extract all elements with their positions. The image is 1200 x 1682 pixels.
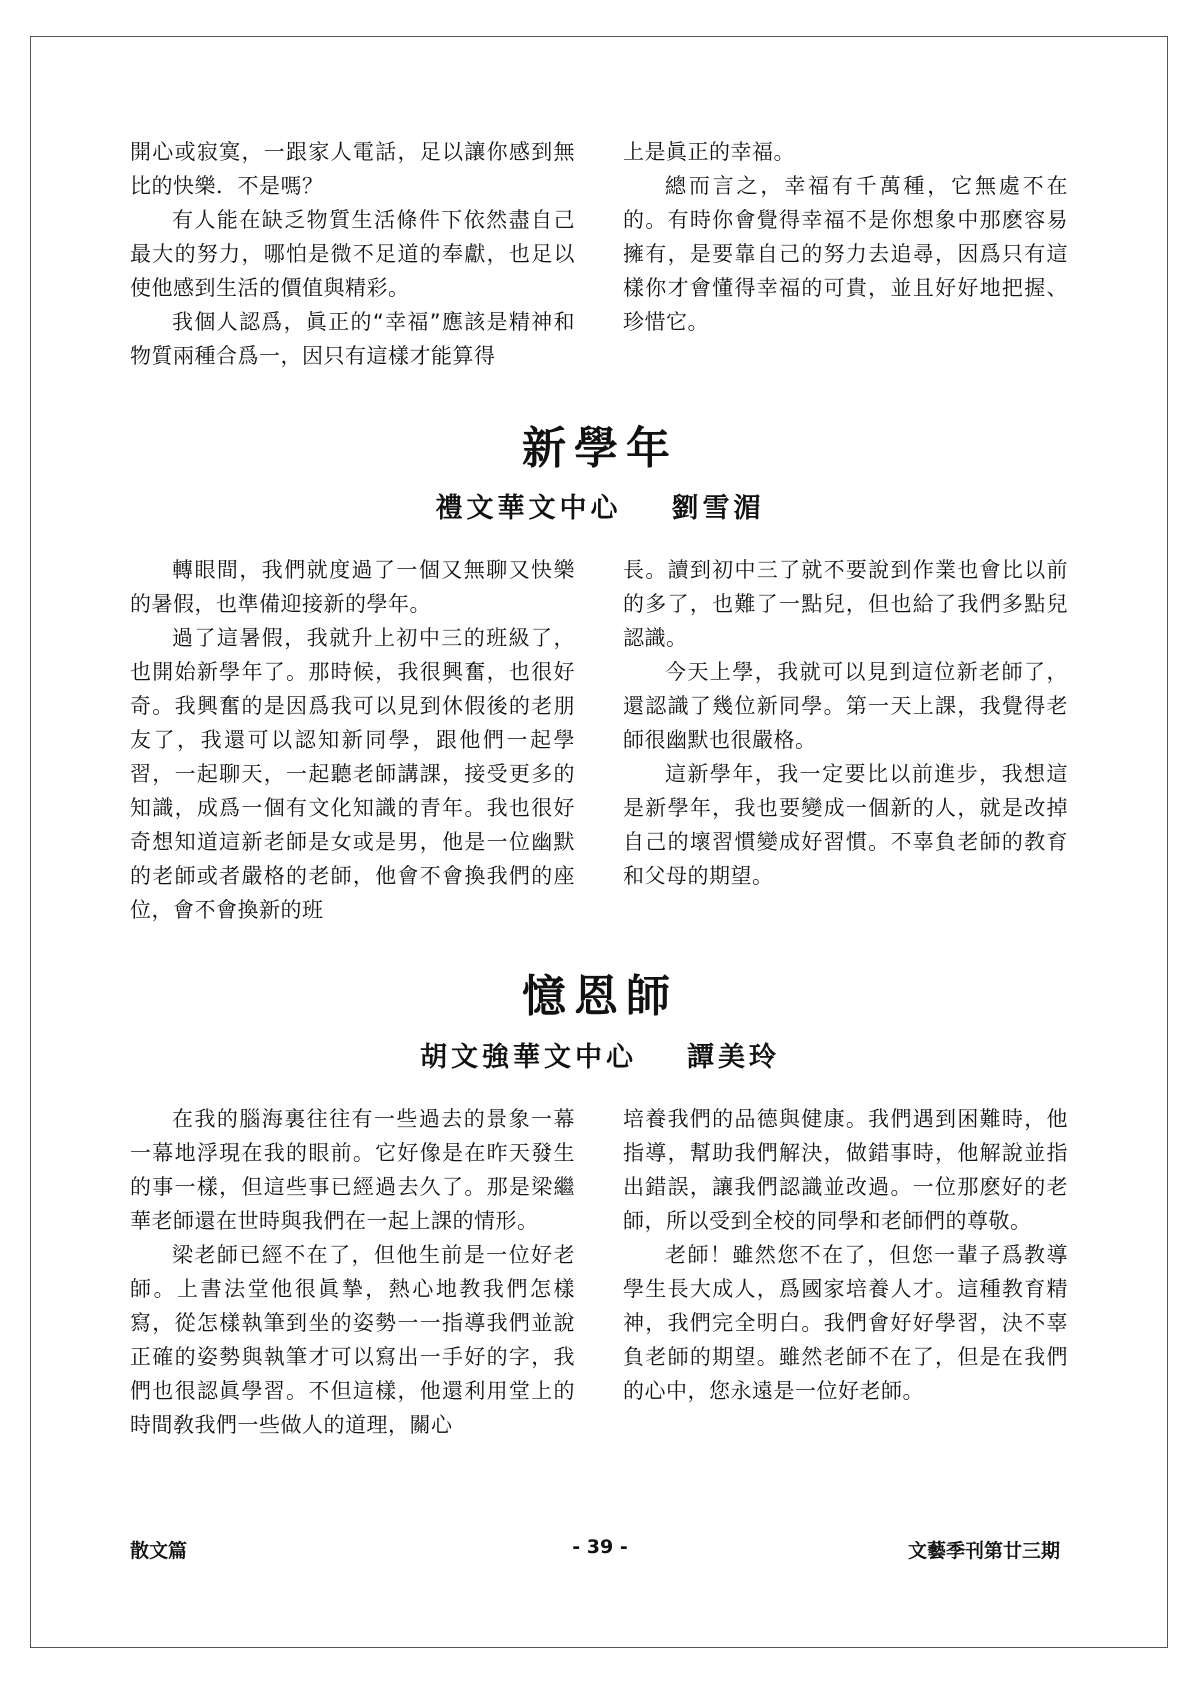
- paragraph: 上是眞正的幸福。: [623, 140, 795, 164]
- article2-right-column: [623, 1102, 1068, 1408]
- paragraph: 總而言之，幸福有千萬種，它無處不在的。有時你會覺得幸福不是你想象中那麽容易擁有，是要靠自己的努力去追尋，因爲只有這樣你才會懂得幸福的可貴，並且好好地把握、珍惜它。: [623, 174, 1068, 334]
- paragraph: 梁老師已經不在了，但他生前是一位好老師。上書法堂他很眞摯，熱心地教我們怎樣寫，從怎樣執筆到坐的姿勢一一指導我們並說正確的姿勢與執筆才可以寫出一手好的字，我們也很認眞學習。不但這樣，他還利用堂上的時間敎我們一些做人的道理，關心: [130, 1243, 575, 1437]
- paragraph: 我個人認爲，眞正的“幸福”應該是精神和物質兩種合爲一，因只有這樣才能算得: [130, 310, 575, 368]
- author-name: 譚美玲: [687, 1042, 780, 1073]
- article-byline: [0, 1035, 1200, 1074]
- continued-left-column: [130, 135, 575, 373]
- page-number: - 39 -: [572, 1536, 628, 1558]
- article1-right-column: [623, 553, 1068, 893]
- footer-section: 散文篇: [130, 1540, 188, 1562]
- paragraph: 過了這暑假，我就升上初中三的班級了，也開始新學年了。那時候，我很興奮，也很好奇。我興奮的是因爲我可以見到休假後的老朋友了，我還可以認知新同學，跟他們一起學習，一起聊天，一起聽老師講課，接受更多的知識，成爲一個有文化知識的青年。我也很好奇想知道這新老師是女或是男，他是一位幽默的老師或者嚴格的老師，他會不會換我們的座位，會不會換新的班: [130, 626, 575, 922]
- article2-left-column: [130, 1102, 575, 1442]
- article-title: 新學年: [522, 423, 678, 474]
- paragraph: 有人能在缺乏物質生活條件下依然盡自己最大的努力，哪怕是微不足道的奉獻，也足以使他感到生活的價值與精彩。: [130, 208, 575, 300]
- author-name: 劉雪湄: [671, 493, 765, 524]
- paragraph: 培養我們的品德與健康。我們遇到困難時，他指導，幫助我們解決，做錯事時，他解說並指出錯誤，讓我們認識並改過。一位那麽好的老師，所以受到全校的同學和老師們的尊敬。: [623, 1107, 1068, 1233]
- paragraph: 今天上學，我就可以見到這位新老師了，還認識了幾位新同學。第一天上課，我覺得老師很幽默也很嚴格。: [623, 660, 1068, 752]
- paragraph: 這新學年，我一定要比以前進步，我想這是新學年，我也要變成一個新的人，就是改掉自己的壞習慣變成好習慣。不辜負老師的教育和父母的期望。: [623, 762, 1068, 888]
- article-title: 憶恩師: [522, 971, 678, 1022]
- paragraph: 轉眼間，我們就度過了一個又無聊又快樂的暑假，也準備迎接新的學年。: [130, 558, 575, 616]
- paragraph: 開心或寂寞，一跟家人電話，足以讓你感到無比的快樂．不是嗎？: [130, 140, 575, 198]
- article-byline: [0, 486, 1200, 525]
- paragraph: 在我的腦海裏往往有一些過去的景象一幕一幕地浮現在我的眼前。它好像是在昨天發生的事一樣，但這些事已經過去久了。那是梁繼華老師還在世時與我們在一起上課的情形。: [130, 1107, 575, 1233]
- footer-publication: 文藝季刊第廿三期: [907, 1540, 1060, 1562]
- article1-left-column: [130, 553, 575, 927]
- school-name: 禮文華文中心: [435, 493, 622, 524]
- paragraph: 老師！雖然您不在了，但您一輩子爲教導學生長大成人，爲國家培養人才。這種教育精神，我們完全明白。我們會好好學習，決不辜負老師的期望。雖然老師不在了，但是在我們的心中，您永遠是一位好老師。: [623, 1243, 1068, 1403]
- paragraph: 長。讀到初中三了就不要說到作業也會比以前的多了，也難了一點兒，但也給了我們多點兒認識。: [623, 558, 1068, 650]
- continued-right-column: [623, 135, 1068, 339]
- school-name: 胡文強華文中心: [420, 1042, 637, 1073]
